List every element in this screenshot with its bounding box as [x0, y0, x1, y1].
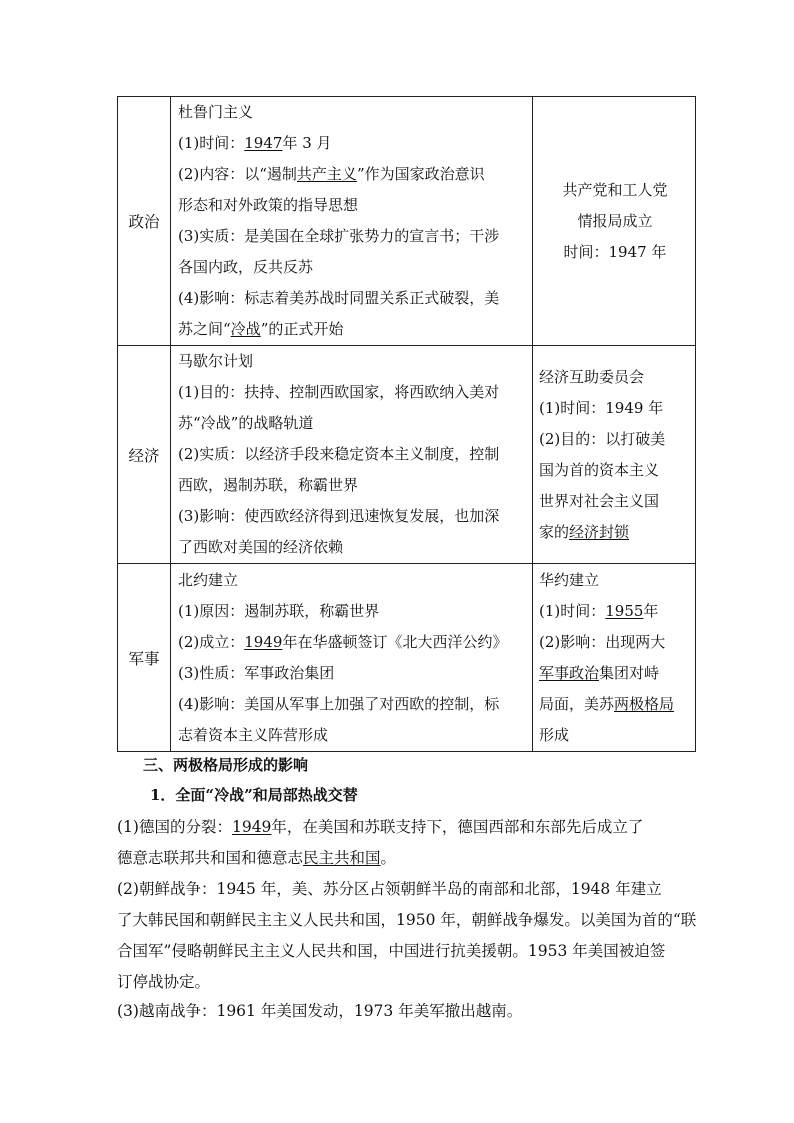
text-line: [539, 175, 691, 206]
subsection-title: 1．全面“冷战”和局部热战交替: [150, 786, 358, 804]
text-segment: 德意志联邦共和国和德意志: [117, 849, 304, 867]
underlined-key-term: 1949: [231, 818, 272, 836]
main-cell: [171, 346, 533, 564]
text-segment: 共产党和工人党: [562, 180, 668, 199]
text-segment: (1)时间：1949 年: [539, 398, 664, 417]
text-segment: (2)实质：以经济手段来稳定资本主义制度，控制: [178, 445, 500, 463]
text-line: [539, 424, 691, 455]
text-segment: (1)时间：: [178, 134, 245, 152]
text-segment: (3)越南战争：1961 年美国发动，1973 年美军撤出越南。: [117, 1002, 523, 1020]
text-segment: 时间：1947 年: [563, 242, 667, 261]
text-segment: 世界对社会主义国: [539, 491, 660, 510]
text-segment: 合国军”侵略朝鲜民主主义人民共和国，中国进行抗美援朝。1953 年美国被迫签: [117, 942, 666, 960]
text-segment: 经济互助委员会: [539, 367, 645, 386]
text-segment: 了大韩民国和朝鲜民主主义人民共和国，1950 年，朝鲜战争爆发。以美国为首的“联: [117, 911, 697, 929]
text-line: [539, 627, 691, 658]
main-heading: 杜鲁门主义: [178, 103, 254, 121]
main-heading: 马歇尔计划: [178, 352, 254, 370]
text-segment: 各国内政，反共反苏: [178, 258, 314, 276]
underlined-key-term: 共产主义: [296, 165, 357, 183]
text-segment: 年，在美国和苏联支持下，德国西部和东部先后成立了: [271, 818, 644, 836]
text-line: [178, 470, 528, 501]
text-line: [117, 812, 685, 843]
table-row-politics: [118, 97, 696, 346]
text-line: [539, 455, 691, 486]
text-line: [117, 905, 697, 936]
text-line: [539, 689, 691, 720]
text-segment: 形态和对外政策的指导思想: [178, 196, 359, 214]
side-cell: [533, 346, 696, 564]
text-segment: 国为首的资本主义: [539, 460, 660, 479]
text-line: [178, 408, 528, 439]
text-segment: 家的: [539, 522, 570, 541]
text-segment: 年: [643, 601, 659, 620]
underlined-key-term: 两极格局: [614, 694, 675, 713]
text-segment: 苏之间“: [178, 320, 231, 338]
text-segment: (1)目的：扶持、控制西欧国家，将西欧纳入美对: [178, 383, 500, 401]
text-line: [539, 658, 691, 689]
text-segment: 局面，美苏: [539, 694, 615, 713]
underlined-key-term: 冷战: [230, 320, 261, 338]
text-line: [178, 658, 528, 689]
underlined-key-term: 1947: [244, 134, 283, 152]
text-segment: (3)性质：军事政治集团: [178, 663, 335, 682]
text-segment: (1)原因：遏制苏联，称霸世界: [178, 601, 380, 620]
text-segment: 了西欧对美国的经济依赖: [178, 538, 344, 556]
text-line: [117, 967, 685, 998]
text-line: [117, 996, 685, 1027]
section-title: 三、两极格局形成的影响: [143, 756, 309, 774]
text-line: [178, 627, 528, 658]
category-cell: 政治: [118, 97, 171, 346]
text-segment: (1)德国的分裂：: [117, 818, 232, 836]
text-line: [178, 596, 528, 627]
text-segment: 情报局成立: [577, 211, 653, 230]
main-lines: [178, 596, 528, 751]
cold-war-summary-table: [117, 96, 696, 752]
side-cell: [533, 97, 696, 346]
text-segment: 华约建立: [539, 570, 600, 589]
main-cell: [171, 564, 533, 752]
text-line: [117, 936, 685, 967]
text-line: [117, 874, 685, 905]
text-segment: (4)影响：标志着美苏战时同盟关系正式破裂，美: [178, 289, 500, 307]
side-lines: [539, 362, 691, 548]
text-line: [178, 532, 528, 563]
table-row-economy: [118, 346, 696, 564]
underlined-key-term: 经济封锁: [569, 522, 630, 541]
text-segment: (1)时间：: [539, 601, 606, 620]
text-line: [539, 206, 691, 237]
text-line: [539, 486, 691, 517]
text-segment: 西欧，遏制苏联，称霸世界: [178, 476, 359, 494]
table-row-military: [118, 564, 696, 752]
text-line: [539, 720, 691, 751]
text-line: [178, 128, 528, 159]
category-cell: 军事: [118, 564, 171, 752]
paragraph-korea: [117, 874, 697, 998]
text-segment: 志着资本主义阵营形成: [178, 725, 329, 744]
paragraph-vietnam: [117, 996, 685, 1027]
underlined-key-term: 军事政治: [539, 663, 600, 682]
underlined-key-term: 1955: [605, 601, 644, 620]
text-segment: (2)朝鲜战争：1945 年，美、苏分区占领朝鲜半岛的南部和北部，1948 年建立: [117, 880, 662, 898]
paragraph-germany: [117, 812, 685, 874]
text-segment: 年在华盛顿签订《北大西洋公约》: [282, 632, 508, 651]
text-line: [539, 517, 691, 548]
text-line: [539, 565, 691, 596]
text-segment: 年 3 月: [282, 134, 332, 152]
text-line: [178, 190, 528, 221]
side-lines: [539, 175, 691, 268]
text-segment: ”作为国家政治意识: [356, 165, 485, 183]
main-lines: [178, 128, 528, 345]
main-heading: 北约建立: [178, 570, 239, 589]
text-line: [539, 237, 691, 268]
text-line: [178, 720, 528, 751]
text-segment: (2)影响：出现两大: [539, 632, 666, 651]
text-line: [178, 159, 528, 190]
category-cell: 经济: [118, 346, 171, 564]
text-segment: (2)内容：以“遏制: [178, 165, 297, 183]
text-segment: (2)成立：: [178, 632, 245, 651]
text-segment: (3)影响：使西欧经济得到迅速恢复发展，也加深: [178, 507, 500, 525]
text-line: [178, 439, 528, 470]
text-segment: 苏“冷战”的战略轨道: [178, 414, 314, 432]
text-line: [178, 314, 528, 345]
underlined-key-term: 1949: [244, 632, 283, 651]
text-line: [178, 377, 528, 408]
text-line: [117, 843, 685, 874]
text-line: [178, 221, 528, 252]
text-line: [178, 283, 528, 314]
main-cell: [171, 97, 533, 346]
side-lines: [539, 565, 691, 751]
text-line: [539, 596, 691, 627]
main-lines: [178, 377, 528, 563]
text-segment: (4)影响：美国从军事上加强了对西欧的控制，标: [178, 694, 500, 713]
text-segment: 。: [380, 849, 397, 867]
text-segment: ”的正式开始: [260, 320, 344, 338]
text-line: [178, 501, 528, 532]
text-segment: 形成: [539, 725, 570, 744]
underlined-key-term: 民主共和国: [303, 849, 381, 867]
text-line: [539, 362, 691, 393]
text-line: [178, 252, 528, 283]
text-line: [539, 393, 691, 424]
side-cell: [533, 564, 696, 752]
text-segment: 集团对峙: [599, 663, 660, 682]
text-segment: (3)实质：是美国在全球扩张势力的宣言书；干涉: [178, 227, 500, 245]
text-segment: 订停战协定。: [117, 973, 211, 991]
text-line: [178, 689, 528, 720]
text-segment: (2)目的：以打破美: [539, 429, 666, 448]
